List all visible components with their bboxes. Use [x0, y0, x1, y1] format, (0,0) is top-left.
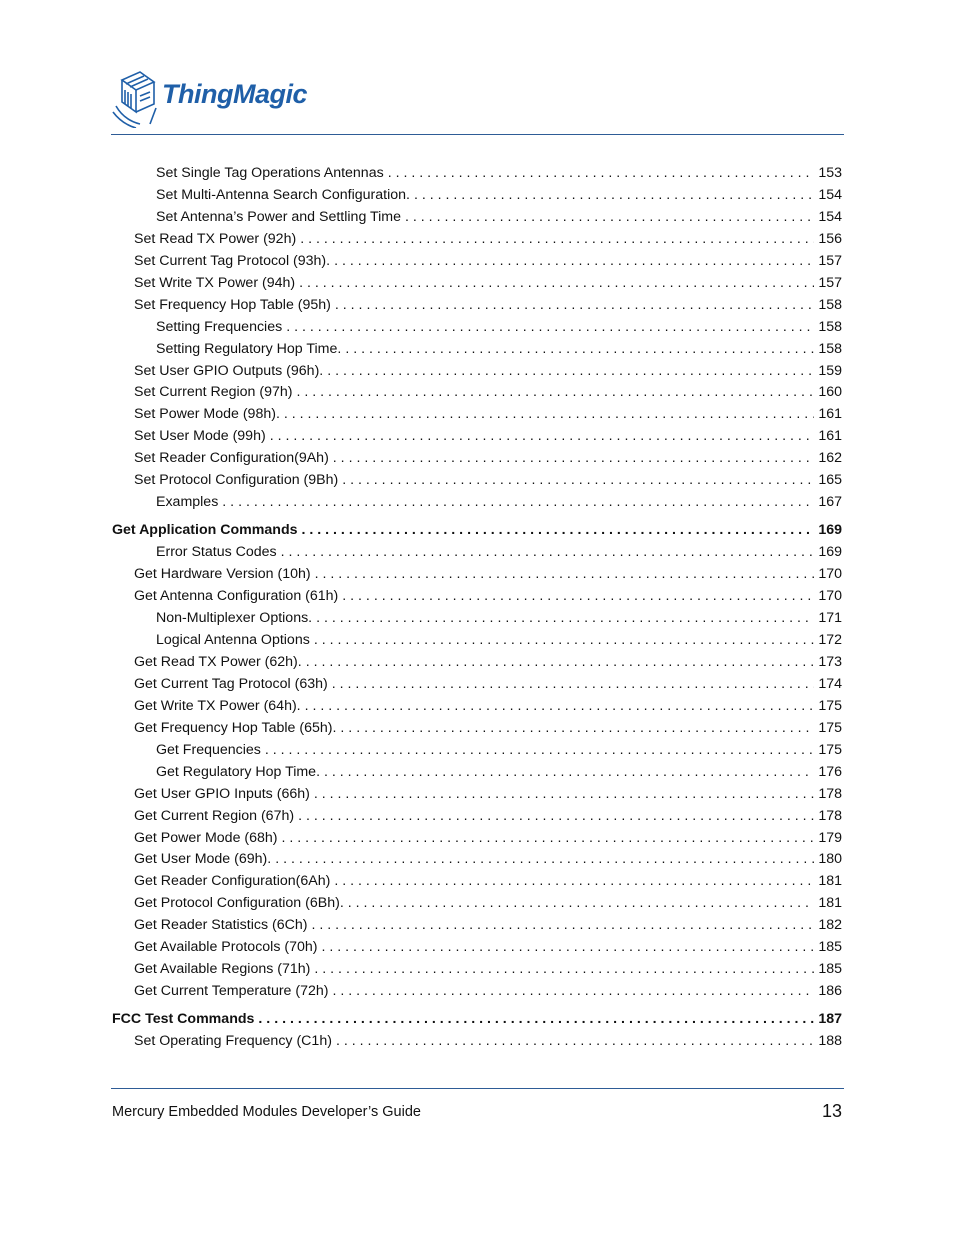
toc-entry-page: 173 [818, 654, 842, 670]
toc-entry-page: 185 [818, 939, 842, 955]
toc-dot-leader [345, 339, 814, 359]
toc-entry[interactable] [156, 163, 842, 183]
toc-dot-leader [333, 448, 814, 468]
toc-entry-page: 165 [818, 472, 842, 488]
toc-entry[interactable] [156, 339, 842, 359]
toc-entry[interactable] [134, 718, 842, 738]
toc-entry-page: 174 [818, 676, 842, 692]
toc-entry-page: 161 [818, 428, 842, 444]
thingmagic-logo-icon [110, 66, 160, 128]
toc-entry-title: Get Protocol Configuration (6Bh). [134, 895, 344, 911]
toc-entry-title: Set Current Tag Protocol (93h). [134, 253, 331, 269]
toc-entry-page: 162 [818, 450, 842, 466]
toc-dot-leader [316, 608, 814, 628]
toc-entry-page: 186 [818, 983, 842, 999]
toc-entry[interactable] [134, 806, 842, 826]
toc-dot-leader [336, 1031, 814, 1051]
toc-entry-page: 160 [818, 384, 842, 400]
toc-entry-title: Get User GPIO Inputs (66h) [134, 786, 310, 802]
toc-dot-leader [286, 317, 814, 337]
toc-dot-leader [298, 806, 814, 826]
toc-dot-leader [258, 1009, 814, 1029]
toc-dot-leader [314, 784, 814, 804]
toc-dot-leader [222, 492, 814, 512]
toc-entry-title: FCC Test Commands [112, 1011, 255, 1027]
toc-entry[interactable] [156, 740, 842, 760]
toc-dot-leader [300, 229, 814, 249]
toc-entry-page: 178 [818, 786, 842, 802]
toc-dot-leader [315, 564, 814, 584]
toc-dot-leader [281, 542, 814, 562]
toc-dot-leader [388, 163, 814, 183]
toc-dot-leader [322, 937, 815, 957]
toc-entry-page: 158 [818, 297, 842, 313]
toc-dot-leader [265, 740, 814, 760]
toc-entry-title: Get Power Mode (68h) [134, 830, 278, 846]
toc-entry[interactable] [134, 295, 842, 315]
toc-entry-page: 175 [818, 720, 842, 736]
toc-entry-title: Get Current Temperature (72h) [134, 983, 329, 999]
toc-dot-leader [348, 893, 814, 913]
toc-entry-page: 187 [818, 1011, 842, 1027]
toc-entry-title: Setting Regulatory Hop Time. [156, 341, 342, 357]
toc-entry-title: Set User Mode (99h) [134, 428, 266, 444]
toc-entry[interactable] [134, 404, 842, 424]
toc-entry[interactable] [134, 586, 842, 606]
toc-entry-page: 170 [818, 588, 842, 604]
toc-entry[interactable] [156, 630, 842, 650]
toc-entry-page: 179 [818, 830, 842, 846]
toc-entry-page: 169 [818, 522, 842, 538]
toc-dot-leader [340, 718, 814, 738]
toc-entry-title: Get Read TX Power (62h). [134, 654, 302, 670]
toc-entry-page: 154 [818, 187, 842, 203]
toc-entry[interactable] [134, 981, 842, 1001]
toc-dot-leader [333, 981, 814, 1001]
footer-page-number: 13 [821, 1101, 842, 1121]
toc-entry-title: Set Power Mode (98h). [134, 406, 280, 422]
toc-entry-title: Set Current Region (97h) [134, 384, 293, 400]
toc-section-entry[interactable] [112, 1009, 842, 1029]
toc-entry-title: Get Frequencies [156, 742, 261, 758]
toc-entry-title: Get Available Regions (71h) [134, 961, 311, 977]
toc-entry-title: Error Status Codes [156, 544, 277, 560]
toc-entry[interactable] [134, 564, 842, 584]
toc-entry[interactable] [134, 959, 842, 979]
toc-entry-title: Get Application Commands [112, 522, 298, 538]
toc-entry-title: Get Current Region (67h) [134, 808, 295, 824]
toc-entry[interactable] [156, 762, 842, 782]
thingmagic-logo [110, 66, 307, 128]
toc-entry-title: Set Reader Configuration(9Ah) [134, 450, 329, 466]
toc-dot-leader [275, 849, 814, 869]
toc-entry-page: 178 [818, 808, 842, 824]
toc-entry-page: 154 [818, 209, 842, 225]
toc-entry[interactable] [134, 849, 842, 869]
toc-entry[interactable] [134, 273, 842, 293]
toc-entry-title: Non-Multiplexer Options. [156, 610, 313, 626]
toc-entry-title: Set Single Tag Operations Antennas [156, 165, 384, 181]
logo-wordmark: ThingMagic [162, 78, 307, 109]
toc-entry-title: Set User GPIO Outputs (96h). [134, 363, 324, 379]
toc-entry-title: Set Multi-Antenna Search Configuration. [156, 187, 410, 203]
toc-entry-page: 157 [818, 253, 842, 269]
toc-dot-leader [282, 828, 814, 848]
toc-entry-page: 159 [818, 363, 842, 379]
toc-entry-page: 175 [818, 742, 842, 758]
toc-entry-page: 161 [818, 406, 842, 422]
toc-entry-page: 171 [818, 610, 842, 626]
toc-dot-leader [270, 426, 814, 446]
toc-entry-page: 157 [818, 275, 842, 291]
toc-entry[interactable] [134, 937, 842, 957]
toc-entry-page: 188 [818, 1033, 842, 1049]
toc-entry-title: Get Hardware Version (10h) [134, 566, 311, 582]
toc-entry[interactable] [156, 542, 842, 562]
toc-dot-leader [305, 696, 814, 716]
toc-entry-title: Examples [156, 494, 219, 510]
toc-dot-leader [335, 295, 814, 315]
toc-entry-title: Get Current Tag Protocol (63h) [134, 676, 328, 692]
toc-entry-title: Set Read TX Power (92h) [134, 231, 297, 247]
toc-entry-title: Set Operating Frequency (C1h) [134, 1033, 332, 1049]
toc-entry-page: 172 [818, 632, 842, 648]
toc-entry-title: Setting Frequencies [156, 319, 283, 335]
toc-dot-leader [332, 674, 814, 694]
toc-entry-title: Get Available Protocols (70h) [134, 939, 318, 955]
toc-entry-page: 181 [818, 873, 842, 889]
toc-entry[interactable] [134, 448, 842, 468]
footer-rule [111, 1088, 844, 1089]
toc-entry-title: Get Frequency Hop Table (65h). [134, 720, 337, 736]
toc-entry[interactable] [134, 1031, 842, 1051]
toc-entry[interactable] [134, 229, 842, 249]
toc-entry[interactable] [134, 361, 842, 381]
toc-entry-title: Logical Antenna Options [156, 632, 310, 648]
toc-entry[interactable] [134, 893, 842, 913]
toc-dot-leader [314, 959, 814, 979]
toc-entry[interactable] [134, 426, 842, 446]
toc-dot-leader [334, 251, 814, 271]
toc-dot-leader [342, 470, 814, 490]
toc-entry-page: 185 [818, 961, 842, 977]
toc-dot-leader [342, 586, 814, 606]
toc-entry[interactable] [134, 470, 842, 490]
toc-entry-page: 156 [818, 231, 842, 247]
toc-dot-leader [297, 382, 814, 402]
toc-entry[interactable] [134, 674, 842, 694]
toc-entry-title: Set Write TX Power (94h) [134, 275, 296, 291]
footer-document-title: Mercury Embedded Modules Developer’s Guide [112, 1104, 421, 1120]
toc-entry-title: Get Regulatory Hop Time. [156, 764, 321, 780]
toc-entry-page: 180 [818, 851, 842, 867]
toc-entry[interactable] [134, 696, 842, 716]
toc-dot-leader [302, 520, 814, 540]
toc-entry-title: Get Reader Statistics (6Ch) [134, 917, 308, 933]
toc-dot-leader [314, 630, 814, 650]
toc-dot-leader [414, 185, 814, 205]
toc-section-entry[interactable] [112, 520, 842, 540]
toc-entry[interactable] [134, 784, 842, 804]
toc-entry-page: 158 [818, 319, 842, 335]
toc-entry-title: Get Reader Configuration(6Ah) [134, 873, 331, 889]
toc-entry-title: Set Protocol Configuration (9Bh) [134, 472, 339, 488]
toc-entry-page: 170 [818, 566, 842, 582]
toc-entry[interactable] [134, 871, 842, 891]
toc-dot-leader [284, 404, 814, 424]
toc-dot-leader [324, 762, 814, 782]
toc-entry-title: Set Frequency Hop Table (95h) [134, 297, 331, 313]
toc-entry-title: Set Antenna’s Power and Settling Time [156, 209, 402, 225]
toc-entry-title: Get Write TX Power (64h). [134, 698, 301, 714]
toc-entry[interactable] [156, 492, 842, 512]
toc-entry-page: 169 [818, 544, 842, 560]
toc-entry-page: 158 [818, 341, 842, 357]
toc-entry-title: Get User Mode (69h). [134, 851, 272, 867]
toc-entry[interactable] [134, 652, 842, 672]
toc-dot-leader [405, 207, 814, 227]
toc-entry-page: 167 [818, 494, 842, 510]
header-rule [111, 134, 844, 135]
toc-entry[interactable] [156, 185, 842, 205]
toc-entry[interactable] [134, 915, 842, 935]
toc-dot-leader [306, 652, 814, 672]
toc-entry[interactable] [134, 382, 842, 402]
toc-entry-page: 176 [818, 764, 842, 780]
toc-entry[interactable] [156, 317, 842, 337]
toc-entry-title: Get Antenna Configuration (61h) [134, 588, 339, 604]
toc-dot-leader [311, 915, 814, 935]
toc-entry-page: 175 [818, 698, 842, 714]
toc-entry-page: 153 [818, 165, 842, 181]
toc-entry[interactable] [156, 207, 842, 227]
toc-entry-page: 182 [818, 917, 842, 933]
toc-dot-leader [327, 361, 814, 381]
toc-dot-leader [299, 273, 814, 293]
toc-entry[interactable] [134, 828, 842, 848]
toc-dot-leader [334, 871, 814, 891]
toc-entry[interactable] [134, 251, 842, 271]
toc-entry-page: 181 [818, 895, 842, 911]
toc-entry[interactable] [156, 608, 842, 628]
